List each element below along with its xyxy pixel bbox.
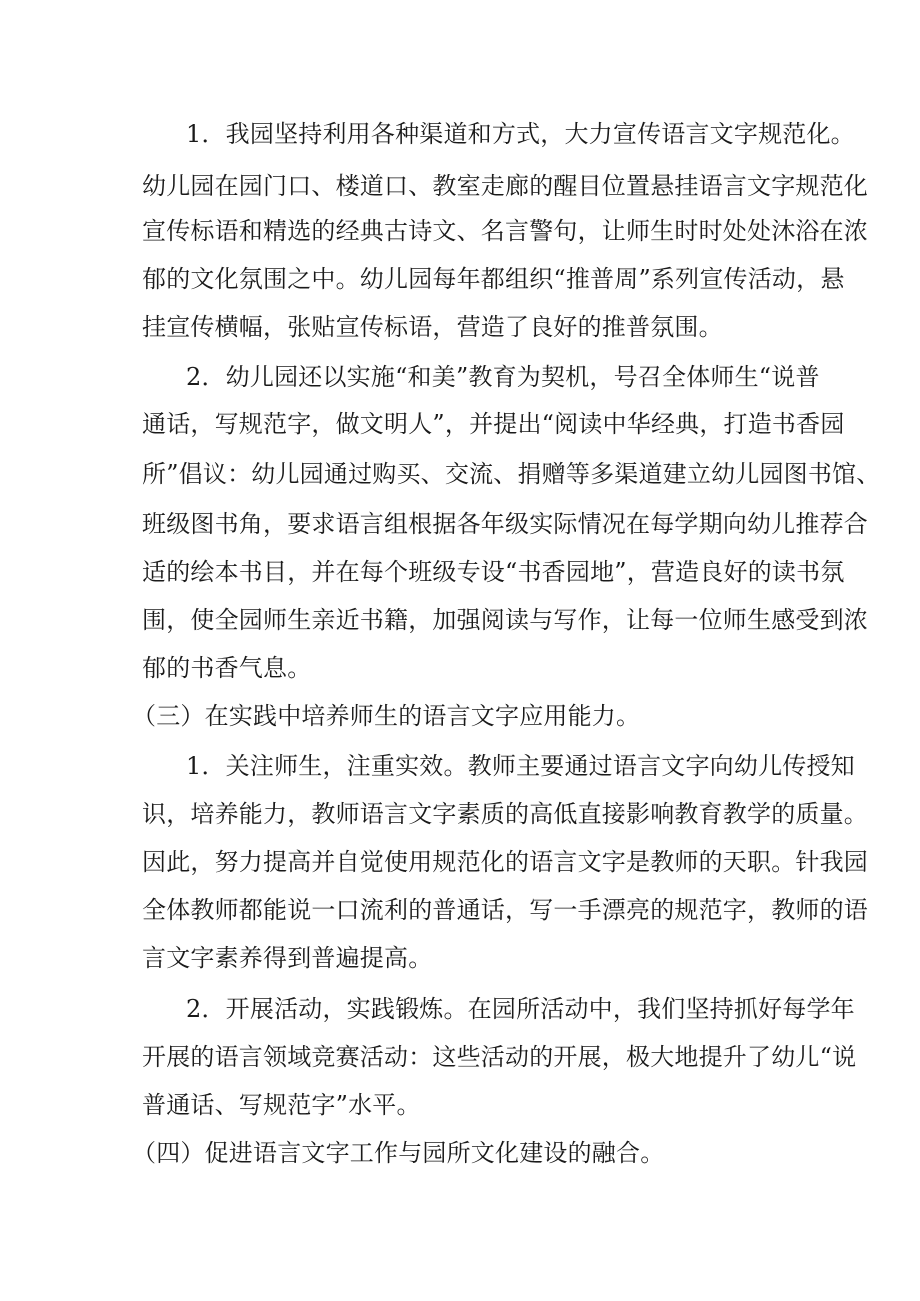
paragraph-2-line-1: 2．幼儿园还以实施“和美”教育为契机，号召全体师生“说普 bbox=[186, 363, 820, 391]
paragraph-2-line-4: 班级图书角，要求语言组根据各年级实际情况在每学期向幼儿推荐合 bbox=[142, 510, 868, 538]
paragraph-4-line-1: 2．开展活动，实践锻炼。在园所活动中，我们坚持抓好每学年 bbox=[186, 995, 855, 1023]
paragraph-1-line-4: 郁的文化氛围之中。幼儿园每年都组织“推普周”系列宣传活动，悬 bbox=[142, 265, 845, 293]
paragraph-2-line-2: 通话，写规范字，做文明人”，并提出“阅读中华经典，打造书香园 bbox=[142, 410, 845, 438]
paragraph-3-line-5: 言文字素养得到普遍提高。 bbox=[142, 944, 433, 972]
paragraph-1-line-1: 1．我园坚持利用各种渠道和方式，大力宣传语言文字规范化。 bbox=[186, 120, 855, 148]
paragraph-3-line-4: 全体教师都能说一口流利的普通话，写一手漂亮的规范字，教师的语 bbox=[142, 896, 868, 924]
paragraph-2-line-3: 所”倡议：幼儿园通过购买、交流、捐赠等多渠道建立幼儿园图书馆、 bbox=[142, 460, 881, 488]
paragraph-4-line-2: 开展的语言领域竞赛活动：这些活动的开展，极大地提升了幼儿“说 bbox=[142, 1043, 857, 1071]
paragraph-3-line-2: 识，培养能力，教师语言文字素质的高低直接影响教育教学的质量。 bbox=[142, 800, 868, 828]
paragraph-2-line-7: 郁的书香气息。 bbox=[142, 654, 312, 682]
paragraph-2-line-5: 适的绘本书目，并在每个班级专设“书香园地”，营造良好的读书氛 bbox=[142, 558, 845, 586]
section-heading-3: （三）在实践中培养师生的语言文字应用能力。 bbox=[132, 702, 641, 730]
paragraph-3-line-1: 1．关注师生，注重实效。教师主要通过语言文字向幼儿传授知 bbox=[186, 752, 855, 780]
paragraph-3-line-3: 因此，努力提高并自觉使用规范化的语言文字是教师的天职。针我园 bbox=[142, 848, 868, 876]
paragraph-1-line-5: 挂宣传横幅，张贴宣传标语，营造了良好的推普氛围。 bbox=[142, 313, 723, 341]
paragraph-2-line-6: 围，使全园师生亲近书籍，加强阅读与写作，让每一位师生感受到浓 bbox=[142, 606, 868, 634]
paragraph-1-line-2: 幼儿园在园门口、楼道口、教室走廊的醒目位置悬挂语言文字规范化 bbox=[142, 172, 868, 200]
paragraph-4-line-3: 普通话、写规范字”水平。 bbox=[142, 1091, 421, 1119]
section-heading-4: （四）促进语言文字工作与园所文化建设的融合。 bbox=[132, 1139, 665, 1167]
paragraph-1-line-3: 宣传标语和精选的经典古诗文、名言警句，让师生时时处处沐浴在浓 bbox=[142, 217, 868, 245]
